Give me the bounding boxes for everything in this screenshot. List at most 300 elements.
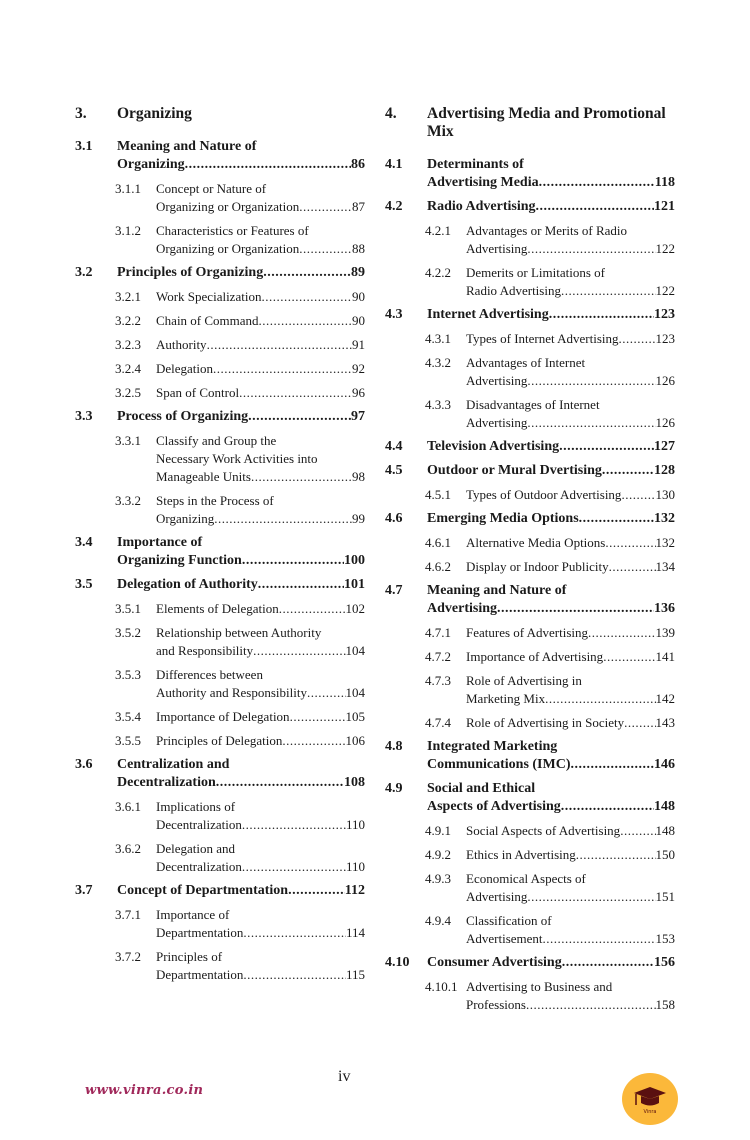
- entry-title-line: [156, 468, 365, 486]
- website-link[interactable]: www.vinra.co.in: [85, 1083, 204, 1098]
- toc-subsection-entry[interactable]: [385, 264, 675, 300]
- entry-title-line: [427, 462, 675, 480]
- entry-title: [466, 870, 675, 906]
- entry-title-line: [156, 198, 365, 216]
- entry-title-line: [117, 774, 365, 792]
- entry-title-line: [117, 756, 365, 774]
- entry-number: 3.2.5: [115, 385, 141, 400]
- entry-title-text: Disadvantages of Internet: [466, 397, 600, 412]
- entry-title-line: [427, 600, 675, 618]
- dot-leader: [290, 708, 346, 726]
- dot-leader: [624, 714, 655, 732]
- entry-title-line: [466, 222, 675, 240]
- toc-subsection-entry[interactable]: [385, 648, 675, 666]
- entry-title-text: Radio Advertising: [466, 283, 561, 298]
- entry-title: [466, 330, 675, 348]
- toc-subsection-entry[interactable]: [75, 732, 365, 750]
- entry-title-line: [117, 408, 365, 426]
- toc-subsection-entry[interactable]: [75, 708, 365, 726]
- entry-title: [156, 180, 365, 216]
- entry-title-line: [466, 648, 675, 666]
- entry-title: [466, 672, 675, 708]
- entry-title: [466, 714, 675, 732]
- entry-number: 4.3.2: [425, 355, 451, 370]
- entry-title-line: [466, 282, 675, 300]
- entry-title-text: Departmentation: [156, 925, 244, 940]
- entry-title-text: Advertising Media: [427, 175, 539, 190]
- entry-title: [156, 384, 365, 402]
- toc-subsection-entry[interactable]: [75, 312, 365, 330]
- entry-title-line: [156, 948, 365, 966]
- toc-section-entry[interactable]: [385, 438, 675, 456]
- entry-number: 3.5: [75, 577, 93, 592]
- entry-title: [427, 198, 675, 216]
- toc-subsection-entry[interactable]: [385, 330, 675, 348]
- entry-title-text: Determinants of: [427, 157, 524, 172]
- entry-title-text: Principles of: [156, 949, 223, 964]
- entry-title-line: [156, 450, 365, 468]
- entry-page-number: 156: [654, 955, 675, 970]
- entry-title: [156, 732, 365, 750]
- entry-number: 4.9.1: [425, 823, 451, 838]
- entry-title: [117, 534, 365, 570]
- toc-section-entry[interactable]: [385, 510, 675, 528]
- entry-title-text: Aspects of Advertising: [427, 799, 561, 814]
- entry-page-number: 127: [654, 439, 675, 454]
- entry-title: [156, 288, 365, 306]
- entry-title-text: Relationship between Authority: [156, 625, 322, 640]
- entry-page-number: 143: [655, 715, 675, 730]
- entry-title-text: Emerging Media Options: [427, 511, 579, 526]
- toc-subsection-entry[interactable]: [75, 798, 365, 834]
- entry-number: 3.5.1: [115, 601, 141, 616]
- entry-title-text: Decentralization: [156, 859, 242, 874]
- entry-title-text: Ethics in Advertising: [466, 847, 576, 862]
- entry-title-text: Organizing: [117, 157, 185, 172]
- entry-title-line: [156, 732, 365, 750]
- chapter-title: Advertising Media and Promotional Mix: [427, 105, 666, 140]
- entry-number: 4.6.1: [425, 535, 451, 550]
- entry-title-line: [466, 846, 675, 864]
- entry-page-number: 99: [352, 511, 365, 526]
- entry-number: 3.5.5: [115, 733, 141, 748]
- toc-subsection-entry[interactable]: [385, 978, 675, 1014]
- toc-section-entry[interactable]: [75, 756, 365, 792]
- toc-subsection-entry[interactable]: [75, 492, 365, 528]
- dot-leader: [248, 408, 351, 426]
- entry-page-number: 104: [345, 643, 365, 658]
- entry-title-text: Steps in the Process of: [156, 493, 274, 508]
- toc-section-entry[interactable]: [75, 264, 365, 282]
- entry-title-text: Professions: [466, 997, 526, 1012]
- dot-leader: [543, 930, 656, 948]
- entry-title-line: [156, 510, 365, 528]
- entry-number: 4.5.1: [425, 487, 451, 502]
- toc-subsection-entry[interactable]: [75, 948, 365, 984]
- entry-title-text: Advertisement: [466, 931, 543, 946]
- toc-section-entry[interactable]: [75, 138, 365, 174]
- entry-title-line: [427, 582, 675, 600]
- entry-title-text: Marketing Mix: [466, 691, 546, 706]
- dot-leader: [261, 288, 352, 306]
- dot-leader: [609, 558, 656, 576]
- entry-page-number: 110: [345, 859, 365, 874]
- entry-title-line: [466, 264, 675, 282]
- toc-subsection-entry[interactable]: [385, 396, 675, 432]
- entry-number: 4.3.3: [425, 397, 451, 412]
- graduation-cap-icon: [622, 1073, 678, 1125]
- entry-number: 4.5: [385, 463, 403, 478]
- toc-section-entry[interactable]: [75, 576, 365, 594]
- dot-leader: [214, 510, 352, 528]
- entry-title-text: Chain of Command: [156, 313, 259, 328]
- entry-page-number: 122: [655, 241, 675, 256]
- entry-title-text: Advantages or Merits of Radio: [466, 223, 628, 238]
- entry-number: 4.1: [385, 157, 403, 172]
- entry-title: [156, 666, 365, 702]
- entry-title-line: [156, 798, 365, 816]
- entry-page-number: 98: [352, 469, 365, 484]
- entry-number: 3.2: [75, 265, 93, 280]
- entry-title: [156, 360, 365, 378]
- entry-page-number: 128: [654, 463, 675, 478]
- entry-title: [466, 534, 675, 552]
- chapter-heading: [75, 105, 365, 123]
- entry-title-line: [117, 138, 365, 156]
- entry-title-line: [466, 240, 675, 258]
- entry-title: [156, 708, 365, 726]
- entry-title-text: Characteristics or Features of: [156, 223, 309, 238]
- dot-leader: [299, 198, 352, 216]
- entry-title-text: Authority and Responsibility: [156, 685, 307, 700]
- entry-title: [427, 510, 675, 528]
- entry-title: [466, 222, 675, 258]
- entry-title-text: Importance of Delegation: [156, 709, 290, 724]
- entry-number: 3.4: [75, 535, 93, 550]
- entry-title-line: [466, 690, 675, 708]
- entry-title-line: [156, 336, 365, 354]
- entry-page-number: 136: [654, 601, 675, 616]
- toc-subsection-entry[interactable]: [385, 822, 675, 840]
- toc-subsection-entry[interactable]: [75, 336, 365, 354]
- entry-title: [466, 264, 675, 300]
- entry-page-number: 126: [655, 415, 675, 430]
- dot-leader: [605, 534, 655, 552]
- toc-subsection-entry[interactable]: [385, 486, 675, 504]
- toc-subsection-entry[interactable]: [385, 222, 675, 258]
- entry-title: [427, 780, 675, 816]
- entry-title-text: Economical Aspects of: [466, 871, 586, 886]
- entry-title-line: [156, 222, 365, 240]
- entry-title-line: [427, 156, 675, 174]
- entry-title-text: Concept or Nature of: [156, 181, 267, 196]
- entry-title-line: [156, 360, 365, 378]
- toc-section-entry[interactable]: [385, 306, 675, 324]
- entry-title-line: [466, 558, 675, 576]
- entry-title-text: Delegation and: [156, 841, 236, 856]
- entry-title-text: Radio Advertising: [427, 199, 536, 214]
- entry-number: 3.6: [75, 757, 93, 772]
- toc-subsection-entry[interactable]: [385, 354, 675, 390]
- toc-subsection-entry[interactable]: [385, 624, 675, 642]
- entry-title-line: [427, 738, 675, 756]
- entry-title-text: Delegation of Authority: [117, 577, 258, 592]
- entry-title-line: [466, 414, 675, 432]
- entry-page-number: 134: [655, 559, 675, 574]
- entry-title-text: Centralization and: [117, 757, 230, 772]
- entry-title-text: Meaning and Nature of: [427, 583, 567, 598]
- entry-page-number: 115: [345, 967, 365, 982]
- entry-title: [156, 600, 365, 618]
- toc-subsection-entry[interactable]: [385, 558, 675, 576]
- entry-title-line: [427, 174, 675, 192]
- entry-title-text: Process of Organizing: [117, 409, 249, 424]
- entry-title-text: Outdoor or Mural Dvertising: [427, 463, 602, 478]
- entry-page-number: 90: [352, 289, 365, 304]
- toc-subsection-entry[interactable]: [75, 288, 365, 306]
- toc-subsection-entry[interactable]: [75, 840, 365, 876]
- entry-title: [427, 738, 675, 774]
- entry-title-line: [156, 624, 365, 642]
- entry-page-number: 102: [345, 601, 365, 616]
- dot-leader: [545, 690, 655, 708]
- dot-leader: [242, 552, 344, 570]
- dot-leader: [251, 468, 352, 486]
- svg-text:Vinra: Vinra: [643, 1109, 657, 1115]
- entry-page-number: 122: [655, 283, 675, 298]
- dot-leader: [207, 336, 352, 354]
- toc-subsection-entry[interactable]: [75, 432, 365, 486]
- entry-title-text: Organizing Function: [117, 553, 242, 568]
- chapter-title: Organizing: [117, 105, 192, 122]
- entry-title-line: [427, 954, 675, 972]
- dot-leader: [561, 798, 654, 816]
- entry-number: 4.9: [385, 781, 403, 796]
- entry-title-text: Advertising: [466, 373, 528, 388]
- entry-title-line: [156, 966, 365, 984]
- dot-leader: [242, 816, 346, 834]
- entry-number: 4.4: [385, 439, 403, 454]
- dot-leader: [242, 858, 346, 876]
- toc-column-chapter-4: [385, 105, 675, 1020]
- entry-number: 4.8: [385, 739, 403, 754]
- entry-title-text: Meaning and Nature of: [117, 139, 257, 154]
- toc-subsection-entry[interactable]: [385, 534, 675, 552]
- dot-leader: [258, 576, 344, 594]
- entry-number: 3.7: [75, 883, 93, 898]
- entry-title-text: Classification of: [466, 913, 552, 928]
- entry-page-number: 89: [351, 265, 365, 280]
- entry-title-text: Organizing: [156, 511, 215, 526]
- dot-leader: [243, 924, 346, 942]
- dot-leader: [536, 198, 654, 216]
- entry-page-number: 141: [655, 649, 675, 664]
- entry-title-line: [156, 240, 365, 258]
- entry-number: 4.3: [385, 307, 403, 322]
- entry-page-number: 114: [345, 925, 365, 940]
- entry-title-line: [156, 840, 365, 858]
- entry-number: 4.3.1: [425, 331, 451, 346]
- entry-number: 3.3.1: [115, 433, 141, 448]
- entry-page-number: 123: [655, 331, 675, 346]
- dot-leader: [588, 624, 655, 642]
- toc-subsection-entry[interactable]: [75, 384, 365, 402]
- entry-title-line: [117, 882, 365, 900]
- toc-subsection-entry[interactable]: [385, 870, 675, 906]
- chapter-number: 3.: [75, 105, 87, 122]
- entry-title-text: Departmentation: [156, 967, 244, 982]
- toc-section-entry[interactable]: [385, 738, 675, 774]
- entry-page-number: 92: [352, 361, 365, 376]
- entry-title-text: Decentralization: [117, 775, 216, 790]
- entry-title-text: Integrated Marketing: [427, 739, 558, 754]
- entry-page-number: 121: [654, 199, 675, 214]
- entry-title-line: [427, 756, 675, 774]
- entry-title-line: [427, 438, 675, 456]
- entry-title-line: [117, 156, 365, 174]
- entry-number: 4.9.3: [425, 871, 451, 886]
- toc-section-entry[interactable]: [385, 156, 675, 192]
- entry-title-line: [156, 432, 365, 450]
- entry-title-text: Internet Advertising: [427, 307, 549, 322]
- entry-title-line: [466, 912, 675, 930]
- entry-number: 3.6.2: [115, 841, 141, 856]
- toc-subsection-entry[interactable]: [75, 600, 365, 618]
- toc-section-entry[interactable]: [385, 954, 675, 972]
- entry-title-line: [466, 870, 675, 888]
- toc-subsection-entry[interactable]: [75, 666, 365, 702]
- entry-title: [427, 582, 675, 618]
- dot-leader: [621, 486, 655, 504]
- toc-section-entry[interactable]: [385, 780, 675, 816]
- entry-title-text: Differences between: [156, 667, 263, 682]
- toc-subsection-entry[interactable]: [385, 912, 675, 948]
- toc-subsection-entry[interactable]: [385, 672, 675, 708]
- entry-title-line: [427, 798, 675, 816]
- dot-leader: [559, 438, 654, 456]
- entry-title-line: [466, 672, 675, 690]
- entry-title-text: Decentralization: [156, 817, 242, 832]
- toc-subsection-entry[interactable]: [75, 624, 365, 660]
- entry-number: 3.1: [75, 139, 93, 154]
- entry-title-text: Display or Indoor Publicity: [466, 559, 609, 574]
- entry-title: [466, 822, 675, 840]
- entry-title: [466, 354, 675, 390]
- entry-number: 4.6.2: [425, 559, 451, 574]
- toc-subsection-entry[interactable]: [385, 714, 675, 732]
- entry-page-number: 148: [654, 799, 675, 814]
- entry-title: [117, 138, 365, 174]
- toc-subsection-entry[interactable]: [75, 180, 365, 216]
- toc-section-entry[interactable]: [75, 534, 365, 570]
- dot-leader: [497, 600, 654, 618]
- toc-subsection-entry[interactable]: [75, 360, 365, 378]
- entry-title-text: Advertising: [466, 415, 528, 430]
- entry-title-line: [156, 492, 365, 510]
- toc-subsection-entry[interactable]: [75, 906, 365, 942]
- entry-title: [427, 954, 675, 972]
- entry-title: [156, 906, 365, 942]
- entry-title-text: and Responsibility: [156, 643, 254, 658]
- entry-title-text: Work Specialization: [156, 289, 262, 304]
- entry-number: 4.7.2: [425, 649, 451, 664]
- entry-page-number: 132: [655, 535, 675, 550]
- toc-section-entry[interactable]: [75, 408, 365, 426]
- entry-title-text: Advertising to Business and: [466, 979, 613, 994]
- entry-title-line: [156, 666, 365, 684]
- entry-title-text: Features of Advertising: [466, 625, 589, 640]
- entry-number: 4.10: [385, 955, 410, 970]
- toc-section-entry[interactable]: [385, 582, 675, 618]
- entry-title-text: Classify and Group the: [156, 433, 277, 448]
- entry-title-line: [466, 978, 675, 996]
- dot-leader: [539, 174, 655, 192]
- dot-leader: [579, 510, 654, 528]
- entry-title-text: Delegation: [156, 361, 214, 376]
- entry-title: [117, 756, 365, 792]
- entry-title-line: [156, 924, 365, 942]
- chapter-number: 4.: [385, 105, 397, 122]
- entry-title-line: [466, 930, 675, 948]
- entry-number: 4.7: [385, 583, 403, 598]
- entry-number: 4.9.2: [425, 847, 451, 862]
- entry-title: [117, 408, 365, 426]
- vinra-logo: [622, 1073, 678, 1125]
- entry-title: [466, 648, 675, 666]
- toc-subsection-entry[interactable]: [385, 846, 675, 864]
- entry-title-text: Implications of: [156, 799, 236, 814]
- entry-number: 4.2.1: [425, 223, 451, 238]
- entry-page-number: 142: [655, 691, 675, 706]
- entry-number: 3.1.1: [115, 181, 141, 196]
- entry-title-line: [466, 486, 675, 504]
- entry-page-number: 130: [655, 487, 675, 502]
- entry-title-line: [156, 384, 365, 402]
- entry-title-text: Principles of Organizing: [117, 265, 264, 280]
- entry-title-line: [427, 198, 675, 216]
- entry-number: 4.7.4: [425, 715, 451, 730]
- toc-section-entry[interactable]: [385, 198, 675, 216]
- entry-number: 3.1.2: [115, 223, 141, 238]
- dot-leader: [288, 882, 345, 900]
- entry-page-number: 150: [655, 847, 675, 862]
- entry-number: 3.2.4: [115, 361, 141, 376]
- toc-subsection-entry[interactable]: [75, 222, 365, 258]
- entry-page-number: 106: [345, 733, 365, 748]
- entry-title: [427, 438, 675, 456]
- entry-title-text: Alternative Media Options: [466, 535, 606, 550]
- dot-leader: [185, 156, 351, 174]
- entry-title-line: [466, 888, 675, 906]
- entry-number: 3.5.3: [115, 667, 141, 682]
- dot-leader: [549, 306, 654, 324]
- toc-section-entry[interactable]: [385, 462, 675, 480]
- entry-title-text: Advertising: [427, 601, 497, 616]
- entry-title: [156, 840, 365, 876]
- entry-title: [156, 432, 365, 486]
- dot-leader: [282, 732, 345, 750]
- toc-section-entry[interactable]: [75, 882, 365, 900]
- entry-title-text: Authority: [156, 337, 207, 352]
- entry-title-text: Social Aspects of Advertising: [466, 823, 621, 838]
- entry-page-number: 110: [345, 817, 365, 832]
- entry-page-number: 151: [655, 889, 675, 904]
- entry-title: [156, 222, 365, 258]
- dot-leader: [619, 330, 656, 348]
- entry-page-number: 96: [352, 385, 365, 400]
- entry-title-line: [156, 906, 365, 924]
- entry-number: 3.6.1: [115, 799, 141, 814]
